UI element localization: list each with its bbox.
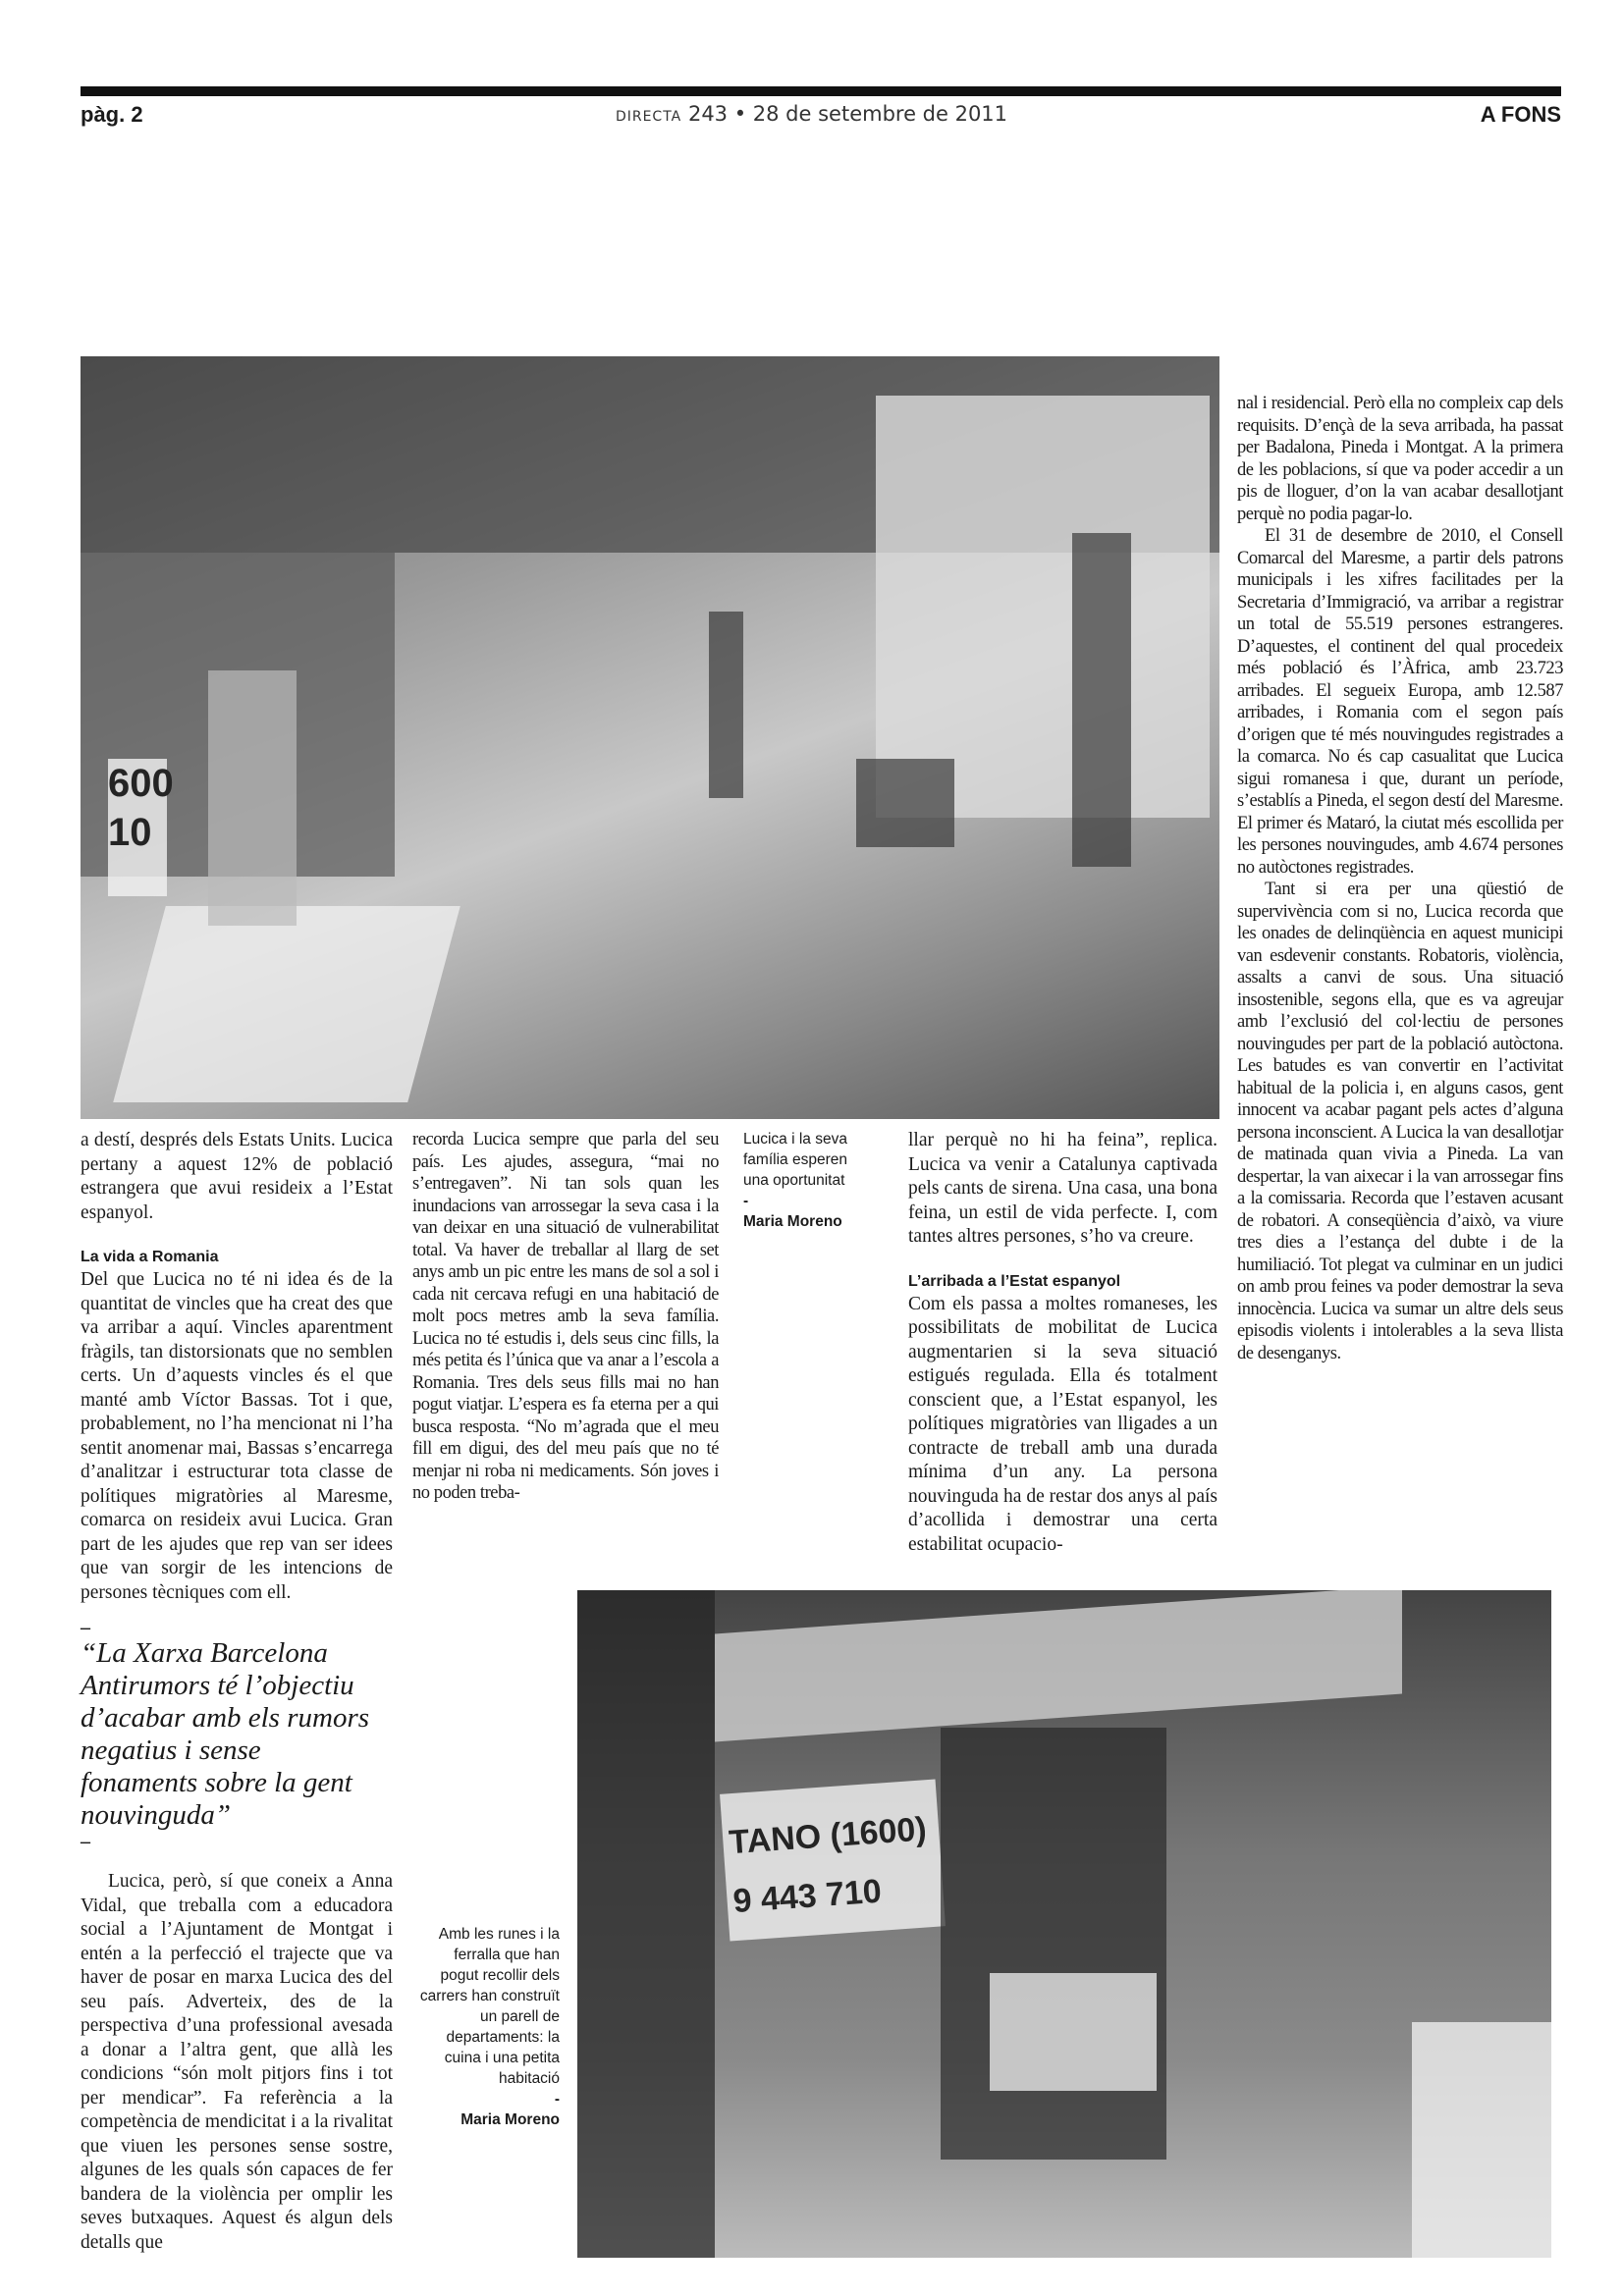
article-column-2 — [412, 1129, 719, 1505]
paragraph: llar perquè no hi ha feina”, replica. Lucica va venir a Catalunya captivada pels cants de sirena. Una casa, una bona feina, un estil de vida perfecte. I, com tantes altres persones, s’ho va creure. — [908, 1130, 1217, 1247]
caption-text: Amb les runes i la ferralla que han pogut recollir dels carrers han construït un parell de departaments: la cuina i una petita habitació — [419, 1926, 560, 2087]
subheading: L’arribada a l’Estat espanyol — [908, 1272, 1121, 1290]
photo-sign: 600 10 — [108, 759, 167, 896]
article-column-5 — [81, 1870, 393, 2255]
publication-name: DIRECTA — [615, 109, 682, 125]
issue-line — [0, 102, 1623, 126]
quote-text: “La Xarxa Barcelona Antirumors té l’objectiu d’acabar amb els rumors negatius i sense fonaments sobre la gent nouvinguda” — [81, 1637, 370, 1831]
paragraph: Tant si era per una qüestió de supervivència com si no, Lucica recorda que les onades de delinqüència en aquest municipi van esdevenir constants. Robatoris, violència, assalts a canvi de sous. Una situació insostenible, segons ella, que es va agreujar amb l’exclusió del col·lectiu de persones nouvingudes per part de la població autòctona. Les batudes es van convertir en l’activitat habitual de la policia i, en alguns casos, gent innocent va acabar pagant pels actes d’alguna persona inconscient. A Lucica la van desallotjar de matinada quan vivia a Pineda. La van despertar, la van aixecar i la van arrossegar fins a la comissaria. Recorda que l’estaven acusant de robatori. A conseqüència d’això, va viure tres dies a l’estança del dubte i de la humiliació. Tot plegat va culminar en un judici on amb prou feines va poder demostrar la seva innocència. Lucica va sumar un altre dels seus episodis violents i intolerables a la seva llista de desenganys. — [1237, 880, 1563, 1363]
bottom-photo — [577, 1590, 1551, 2258]
quote-dash: – — [81, 1831, 90, 1852]
paragraph: El 31 de desembre de 2010, el Consell Comarcal del Maresme, a partir dels patrons municipals i les xifres facilitades per la Secretaria d’Immigració, va arribar a registrar un total de 55.519 persones estrangeres. D’aquestes, el continent del qual procedeix més població és l’Àfrica, amb 23.723 arribades. El segueix Europa, amb 12.587 arribades, i Romania com el segon país d’origen que té més nouvingudes registrades a la comarca. No és cap casualitat que Lucica sigui romanesa i que, durant un període, s’establís a Pineda, el segon destí del Maresme. El primer és Mataró, la ciutat més escollida per les persones nouvingudes, amb 4.674 persones no autòctones registrades. — [1237, 526, 1563, 878]
paragraph: nal i residencial. Però ella no compleix cap dels requisits. D’ençà de la seva arribada, ha passat per Badalona, Pineda i Montgat. A la primera de les poblacions, sí que va poder accedir a un pis de lloguer, d’on la van acabar desallotjant perquè no podia pagar-lo. — [1237, 394, 1563, 524]
header-rule — [81, 86, 1561, 96]
photo-credit: Maria Moreno — [743, 1213, 842, 1230]
subheading: La vida a Romania — [81, 1249, 219, 1265]
caption-dash: - — [743, 1193, 749, 1209]
paragraph: Com els passa a moltes romaneses, les possibilitats de mobilitat de Lucica augmentarien si la seva situació estigués regulada. Ella és totalment conscient que, a l’Estat espanyol, les polítiques migratòries van lligades a un contracte de treball amb una durada mínima d’un any. La persona nouvinguda ha de restar dos anys al país d’acollida i demostrar una certa estabilitat ocupacio- — [908, 1293, 1217, 1555]
photo-sign: TANO (1600) 9 443 710 — [720, 1780, 946, 1942]
caption-text: Lucica i la seva família esperen una oportunitat — [743, 1131, 847, 1189]
page-number: pàg. 2 — [81, 102, 143, 127]
photo-credit: Maria Moreno — [460, 2111, 560, 2128]
top-photo — [81, 356, 1219, 1119]
paragraph: Del que Lucica no té ni idea és de la quantitat de vincles que ha creat des que va arribar a aquí. Vincles aparentment fràgils, tan distorsionats que no semblen certs. Un d’aquests vincles és el que manté amb Víctor Bassas. Tot i que, probablement, no l’ha mencionat ni l’ha sentit anomenar mai, Bassas s’encarrega d’analitzar i estructurar tota classe de polítiques migratòries al Maresme, comarca on resideix avui Lucica. Gran part de les ajudes que rep van ser idees que van sorgir de les intencions de persones tècniques com ell. — [81, 1269, 393, 1603]
pull-quote — [81, 1618, 375, 1851]
caption-dash: - — [554, 2091, 560, 2108]
paragraph: Lucica, però, sí que coneix a Anna Vidal, que treballa com a educadora social a l’Ajuntament de Montgat i entén a la perfecció el trajecte que va haver de posar en marxa Lucica des del seu país. Adverteix, des de la perspectiva d’una professional avesada a donar a l’altra gent, que allà les condicions “són molt pitjors fins i tot per mendicar”. Fa referència a la competència de mendicitat i a la rivalitat que viuen les persones sense sostre, algunes de les quals són capaces de fer bandera de la violència per omplir les seves butxaques. Aquest és algun dels detalls que — [81, 1871, 393, 2253]
issue-date: 243 • 28 de setembre de 2011 — [687, 102, 1008, 126]
paragraph: a destí, després dels Estats Units. Lucica pertany a aquest 12% de població estrangera que avui resideix a l’Estat espanyol. — [81, 1130, 393, 1223]
bottom-photo-caption — [412, 1924, 560, 2130]
quote-dash: – — [81, 1617, 90, 1638]
top-photo-caption — [743, 1129, 861, 1232]
article-column-1 — [81, 1129, 393, 1605]
article-column-3 — [908, 1129, 1217, 1557]
paragraph: recorda Lucica sempre que parla del seu país. Les ajudes, assegura, “mai no s’entregaven”. Ni tan sols quan les inundacions van arrossegar la seva casa i la van deixar en una situació de vulnerabilitat total. Va haver de treballar al llarg de set anys amb un pic entre les mans de sol a sol i cada nit cercava refugi en una habitació de molt pocs metres amb la seva família. Lucica no té estudis i, dels seus cinc fills, la més petita és l’única que va anar a l’escola a Romania. Tres dels seus fills mai no han pogut viatjar. L’espera es fa eterna per a qui busca resposta. “No m’agrada que el meu fill em digui, des del meu país que no té menjar ni roba ni medicaments. Són joves i no poden treba- — [412, 1130, 719, 1503]
section-name: A FONS — [1480, 102, 1561, 127]
article-column-4 — [1237, 393, 1563, 1364]
